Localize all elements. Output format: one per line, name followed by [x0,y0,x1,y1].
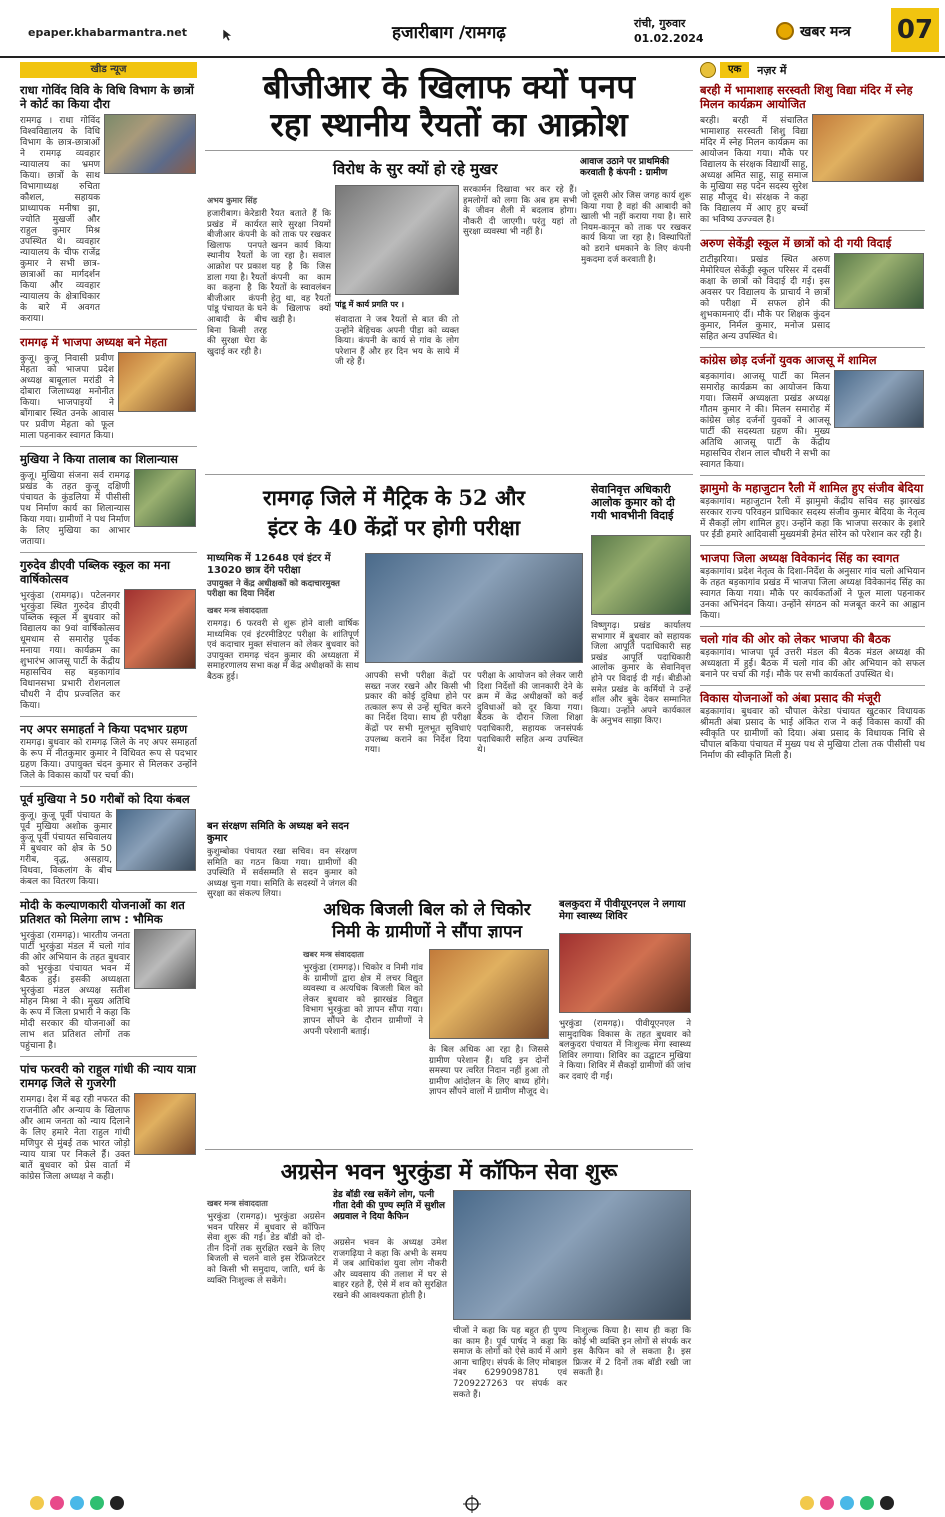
registration-dot [110,1496,124,1510]
article-subheadline: माध्यमिक में 12648 एवं इंटर में 13020 छात्र देंगे परीक्षा [207,553,331,576]
article-subheadline: डेड बॉडी रख सकेंगे लोग, पत्नी गीता देवी की पुण्य स्मृति में सुशील अग्रवाल ने दिया कैफिन [333,1190,445,1222]
lead-headline[interactable]: बीजीआर के खिलाफ क्यों पनप रहा स्थानीय रैयतों का आक्रोश [263,67,635,144]
article-column: चीजों ने कहा कि यह बहुत ही पुण्य का काम है। पूर्व पार्षद ने कहा कि समाज के लोगों को ऐसे कार्य में आगे आना चाहिए। संपर्क के लिए मोबाइल नंबर 6299098781 एवं 7209227263 पर संपर्क कर सकते हैं। [453,1326,567,1400]
page-header [0,0,945,58]
byline: खबर मन्त्र संवाददाता [207,606,268,615]
photo-caption: पांडू में कार्य प्रगति पर । [335,300,404,309]
news-body: बड़कागांव। प्रदेश नेतृत्व के दिशा-निर्देश के अनुसार गांव चलो अभियान के तहत बड़कागांव प्रखंड में भाजपा जिला अध्यक्ष विवेकानंद सिंह का स्वागत किया गया। मौके पर कार्यकर्ताओं ने फूल माला पहनाकर उनका अभिनंदन किया। उन्होंने संगठन को मजबूत करने का आह्वान किया। [700,567,925,621]
news-headline[interactable]: भाजपा जिला अध्यक्ष विवेकानंद सिंह का स्वागत [700,551,900,565]
news-body: कुजू। मुखिया संजना सर्व रामगढ़ प्रखंड के तहत कुजू दक्षिणी पंचायत के कुंडलिया में पीसीसी पथ निर्माण कार्य का शिलान्यास किया गया। ग्रामीणों ने पथ निर्माण के लिए मुखिया का आभार जताया। [20,471,130,547]
news-body: बरही। बरही में संचालित भामाशाह सरस्वती शिशु विद्या मंदिर में स्नेह मिलन कार्यक्रम का आयोजन किया गया। मौके पर विद्यालय के संरक्षक विद्यार्थी साहू, अध्यक्ष अमित साहू, साहू समाज के मुखिया सह पदेन सदस्य सुरेश साह मौजूद थे। संरक्षक ने कहा कि विद्यालय में आए हुए बच्चों का भविष्य उज्ज्वल है। [700,116,808,225]
news-headline[interactable]: पूर्व मुखिया ने 50 गरीबों को दिया कंबल [20,792,190,806]
news-body: भुरकुंडा (रामगढ़)। पटेलनगर भुरकुंडा स्थित गुरुदेव डीएवी पब्लिक स्कूल में बुधवार को विद्यालय का 9वां वार्षिकोत्सव धूमधाम से समारोह पूर्वक मनाया गया। कार्यक्रम का शुभारंभ आजसू पार्टी के केंद्रीय महासचिव सह बड़कागांव विधानसभा प्रभारी रोशनलाल चौधरी ने दीप प्रज्वलित कर किया। [20,591,120,711]
news-body: कुजू। कुजू पूर्वी पंचायत के पूर्व मुखिया अशोक कुमार कुजू पूर्वी पंचायत सचिवालय में बुधवार को क्षेत्र के 50 गरीब, वृद्ध, असहाय, विधवा, विकलांग के बीच कंबल का वितरण किया। [20,811,112,887]
article-column: निःशुल्क किया है। साथ ही कहा कि कोई भी व्यक्ति इन लोगों से संपर्क कर इस कैफिन को ले सकता है। इस फ्रिजर में 2 दिनों तक बॉडी रखी जा सकती है। [573,1326,691,1379]
article-column: रैयत बताते हैं कि सारे सुरक्षा नियमों को ताक पर रखकर खनन कार्य किया जा रहा है। सवाल यह है कि जिस कंपनी का काम रैयतों के स्वावलंबन हेतु था, वह रैयतों के खिलाफ क्यों खड़ी है। [271,209,331,325]
byline: खबर मन्त्र संवाददाता [207,1199,268,1208]
registration-dot [800,1496,814,1510]
article-column: कुशुम्बोका पंचायत रखा सचिव। वन संरक्षण समिति का गठन किया गया। ग्रामीणों की उपस्थिति में सर्वसम्मति से सदन कुमार को अध्यक्ष चुना गया। समिति के सदस्यों ने जंगल की सुरक्षा का संकल्प लिया। [207,847,357,900]
news-body: कुजू। कुजू निवासी प्रवीण मेहता को भाजपा प्रदेश अध्यक्ष बाबूलाल मरांडी ने दोबारा जिलाध्यक्ष मनोनीत किया। भाजपाइयों ने बोंगाबार स्थित उनके आवास पर प्रवीण मेहता को फूल माला पहनाकर स्वागत किया। [20,354,114,441]
news-headline[interactable]: राधा गोविंद विवि के विधि विभाग के छात्रों ने कोर्ट का किया दौरा [20,83,194,111]
news-headline[interactable]: नए अपर समाहर्ता ने किया पदभार ग्रहण [20,722,188,736]
registration-dot [880,1496,894,1510]
news-headline[interactable]: अरुण सेकेंड्री स्कूल में छात्रों को दी गयी विदाई [700,236,892,250]
news-photo [834,370,924,428]
article-column: भुरकुंडा (रामगढ़)। चिकोर व निमी गांव के ग्रामीणों द्वारा क्षेत्र में लचर विद्युत व्यवस्था व अत्यधिक बिजली बिल को लेकर बुधवार को झारखंड विद्युत विभाग भुरकुंडा को ज्ञापन सौंपा गया। ज्ञापन सौंपने के दौरान ग्रामीणों ने अपनी परेशानी बताई। [303,963,423,1037]
article-headline[interactable]: अग्रसेन भवन भुरकुंडा में कॉफिन सेवा शुरू [280,1159,618,1185]
article-column: भुरकुंडा (रामगढ़)। भुरकुंडा अग्रसेन भवन परिसर में बुधवार से कॉफिन सेवा शुरू की गई। डेड बॉडी को दो-तीन दिनों तक सुरक्षित रखने के लिए बिजली से चलने वाले इस रेफ्रिजरेटर को किसी भी समुदाय, जाति, धर्म के व्यक्ति निःशुल्क ले सकेंगे। [207,1212,325,1286]
section-tag [700,62,925,78]
news-body: बड़कागांव। आजसू पार्टी का मिलन समारोह कार्यक्रम का आयोजन किया गया। जिसमें अध्यक्षता प्रखंड अध्यक्ष गौतम कुमार ने की। मिलन समारोह में कांग्रेस छोड़ दर्जनों युवकों ने आजसू पार्टी की सदस्यता ग्रहण की। मुख्य अतिथि आजसू पार्टी के केंद्रीय महासचिव रोशन लाल चौधरी ने सभी का स्वागत किया। [700,372,830,470]
eye-icon [700,62,716,78]
registration-dot [90,1496,104,1510]
section-tag-title: नज़र में [757,63,787,77]
brand-logo-icon [776,22,794,40]
news-body: बड़कागांव। बुधवार को चौपाल केरेडा पंचायत खुटकार विधायक श्रीमती अंबा प्रसाद के भाई अंकित राज ने कई विकास कार्यों की स्वीकृति पर ग्रामीणों को दिया। अंबा प्रसाद के विधायक निधि से चौपाल बकिया पंचायत में मुख्य पथ से मुखिया टोला तक पीसीसी पथ निर्माण की स्वीकृति मिली है। [700,707,925,761]
section-tag: खीड न्यूज [20,62,197,78]
article-subheadline: उपायुक्त ने केंद्र अधीक्षकों को कदाचारमुक्त परीक्षा का दिया निर्देश [207,579,340,599]
news-headline[interactable]: मोदी के कल्याणकारी योजनाओं का शत प्रतिशत को मिलेगा लाभ : भौमिक [20,898,185,926]
page-number: 07 [891,8,939,52]
article-photo [453,1190,691,1320]
news-headline[interactable]: पांच फरवरी को राहुल गांधी की न्याय यात्रा रामगढ़ जिले से गुजरेगी [20,1062,196,1090]
article-photo [559,933,691,1013]
article-subheadline: विरोध के सुर क्यों हो रहे मुखर [333,160,498,178]
article-headline[interactable]: रामगढ़ जिले में मैट्रिक के 52 और इंटर के 40 केंद्रों पर होगी परीक्षा [262,485,526,540]
news-headline[interactable]: चलो गांव की ओर को लेकर भाजपा की बैठक [700,632,891,646]
registration-dot [50,1496,64,1510]
news-photo [116,809,196,871]
news-photo [812,114,924,182]
main-column [205,62,693,1487]
news-photo [124,589,196,669]
brand-name: खबर मन्त्र [800,24,851,40]
mouse-pointer-icon [222,28,234,42]
byline: अभय कुमार सिंह [207,196,257,205]
article-headline[interactable]: बन संरक्षण समिति के अध्यक्ष बने सदन कुमार [207,821,349,844]
article-column: सरकार्मन दिखावा भर कर रहे हैं। हमलोगों को लगा कि अब हम सभी के जीवन शैली में बदलाव होगा। नौकरी दी जाएगी। परंतु यहां तो सुरक्षा व्यवस्था भी नहीं है। [463,185,577,238]
edition-place: हजारीबाग /रामगढ़ [392,23,506,43]
news-body: बड़कागांव। महाजुटान रैली में झामुमो केंद्रीय सचिव सह झारखंड सरकार राज्य परिवहन प्राधिकार सदस्य संजीव कुमार बेदिया के नेतृत्व में सैकड़ों लोग शामिल हुए। उन्होंने कहा कि भाजपा सरकार के इशारे पर ईडी हमारे आदिवासी मुख्यमंत्री हेमंत सोरेन को परेशान कर रही है। [700,497,925,540]
registration-dot [840,1496,854,1510]
byline: खबर मन्त्र संवाददाता [303,950,364,959]
news-body: बड़कागांव। भाजपा पूर्व उत्तरी मंडल की बैठक मंडल अध्यक्ष की अध्यक्षता में हुई। बैठक में चलो गांव की ओर अभियान को सफल बनाने पर चर्चा की गई। मौके पर सभी कार्यकर्ता उपस्थित थे। [700,648,925,680]
news-photo [104,114,196,174]
news-headline[interactable]: बरही में भामाशाह सरस्वती शिशु विद्या मंदिर में स्नेह मिलन कार्यक्रम आयोजित [700,83,913,111]
article-photo [429,949,549,1039]
news-body: भुरकुंडा (रामगढ़)। भारतीय जनता पार्टी भुरकुंडा मंडल में चलो गांव की ओर अभियान के तहत बुधवार को भुरकुंडा पंचायत भवन में बैठक हुई। इसकी अध्यक्षता भुरकुंडा मंडल अध्यक्ष सतीश मोहन मिश्रा ने की। मुख्य अतिथि के रूप में जिला प्रभारी ने कहा कि मोदी सरकार की योजनाओं का लाभ शत प्रतिशत लोगों तक पहुंचाना है। [20,931,130,1051]
news-headline[interactable]: रामगढ़ में भाजपा अध्यक्ष बने मेहता [20,335,167,349]
news-photo [134,469,196,527]
registration-dot [30,1496,44,1510]
article-subheadline: आवाज उठाने पर प्राथमिकी करवाती है कंपनी : ग्रामीण [580,157,670,178]
article-column: आपकी सभी परीक्षा केंद्रों पर सख्त नजर रखने और किसी भी प्रकार की कोई दुविधा होने पर तत्काल रूप से उन्हें सूचित करने का निर्देश दिया। साथ ही परीक्षा केंद्रों पर सभी मूलभूत सुविधाएं उपलब्ध कराने का निर्देश दिया गया। [365,671,471,756]
article-column: भुरकुंडा (रामगढ़)। पीवीयूएनएल ने सामुदायिक विकास के तहत बुधवार को बलकुदरा पंचायत में निःशुल्क मेगा स्वास्थ्य शिविर लगाया। शिविर का उद्घाटन मुखिया ने किया। शिविर में सैकड़ों ग्रामीणों की जांच कर दवाएं दी गईं। [559,1019,691,1082]
news-photo [134,929,196,989]
news-headline[interactable]: गुरुदेव डीएवी पब्लिक स्कूल का मना वार्षिकोत्सव [20,558,171,586]
article-column: हजारीबाग। केरेडारी प्रखंड में कार्यरत बीजीआर कंपनी के खिलाफ पनपते स्थानीय रैयतों के आक्रोश पर प्रकाश डाला गया है। रैयतों का कहना है कि बीजीआर कंपनी पांडू पंचायत के घने आबादी के बीच बिना किसी तरह की सुरक्षा घेरा के खुदाई कर रही है। [207,209,267,357]
news-photo [834,253,924,309]
article-photo [365,553,583,663]
news-body: रामगढ़ । राधा गोविंद विश्वविद्यालय के विधि विभाग के छात्र-छात्राओं ने रामगढ़ व्यवहार न्यायालय का भ्रमण किया। छात्रों के साथ विभागाध्यक्ष रुचिता कौशल, सहायक प्राध्यापक मनीषा झा, ज्योति मुखर्जी और राहुल कुमार मिश्र उपस्थित थे। व्यवहार न्यायालय के चीफ राजेंद्र कुमार ने सभी छात्र-छात्राओं का मार्गदर्शन किया और व्यवहार न्यायालय के क्षेत्राधिकार के बारे में अवगत कराया। [20,116,100,324]
color-registration-dots-right [800,1496,894,1510]
article-photo [335,185,459,295]
right-column [700,62,925,1487]
article-column: परीक्षा के आयोजन को लेकर जारी दिशा निर्देशों की जानकारी देने के क्रम में केंद्र अधीक्षकों को कई दुविधाओं को दूर किया गया। बैठक के दौरान जिला शिक्षा पदाधिकारी, सहायक जनसंपर्क पदाधिकारी सहित अन्य उपस्थित थे। [477,671,583,756]
color-registration-dots-left [30,1496,124,1510]
edition-date: 01.02.2024 [634,32,704,45]
news-headline[interactable]: मुखिया ने किया तालाब का शिलान्यास [20,452,178,466]
news-headline[interactable]: झामुमो के महाजुटान रैली में शामिल हुए संजीव बेदिया [700,481,924,495]
registration-dot [70,1496,84,1510]
article-column: संवादाता ने जब रैयतों से बात की तो उन्होंने बेहिचक अपनी पीड़ा को व्यक्त किया। कंपनी के कार्य से गांव के लोग परेशान हैं और हर दिन भय के साये में जी रहे हैं। [335,315,459,368]
article-headline[interactable]: अधिक बिजली बिल को ले चिकोर निमी के ग्रामीणों ने सौंपा ज्ञापन [323,900,531,942]
article-headline[interactable]: बलकुदरा में पीवीयूएनएल ने लगाया मेगा स्वास्थ्य शिविर [559,899,686,922]
article-column: अग्रसेन भवन के अध्यक्ष उमेश राजगढ़िया ने कहा कि अभी के समय में जब आधिकांश युवा लोग नौकरी और व्यवसाय की तलाश में घर से बाहर रहते हैं, ऐसे में शव को सुरक्षित रखने की आवश्यकता होती है। [333,1238,447,1301]
section-tag-label: एक [720,62,749,78]
page-footer [0,1492,945,1517]
article-photo [591,535,691,615]
article-headline[interactable]: सेवानिवृत्त अधिकारी आलोक कुमार को दी गयी भावभीनी विदाई [591,483,675,522]
news-body: रामगढ़। देश में बढ़ रही नफरत की राजनीति और अन्याय के खिलाफ और आम जनता को न्याय दिलाने के लिए हमारे नेता राहुल गांधी मणिपुर से मुंबई तक भारत जोड़ो न्याय यात्रा पर निकले हैं। उक्त बातें बुधवार को प्रेस वार्ता में कांग्रेस जिला अध्यक्ष ने कही। [20,1095,130,1182]
article-column: विष्णुगढ़। प्रखंड कार्यालय सभागार में बुधवार को सहायक जिला आपूर्ति पदाधिकारी सह प्रखंड आपूर्ति पदाधिकारी आलोक कुमार के सेवानिवृत्त होने पर विदाई दी गई। बीडीओ समेत प्रखंड के कर्मियों ने उन्हें शॉल और बुके देकर सम्मानित किया। उन्होंने अपने कार्यकाल के अनुभव साझा किए। [591,621,691,727]
article-column: जो दूसरी ओर जिस जगह कार्य शुरू किया गया है वहां की आबादी को खाली भी नहीं कराया गया है। सारे नियम-कानून को ताक पर रखकर कार्य किया जा रहा है। विस्थापितों को डराने धमकाने के लिए कंपनी मुकदमा दर्ज करवाती है। [581,191,691,265]
site-url[interactable]: epaper.khabarmantra.net [28,26,187,39]
article-column: रामगढ़। 6 फरवरी से शुरू होने वाली वार्षिक माध्यमिक एवं इंटरमीडिएट परीक्षा के शांतिपूर्ण एवं कदाचार मुक्त संचालन को लेकर बुधवार को उपायुक्त रामगढ़ चंदन कुमार की अध्यक्षता में समाहरणालय सभा कक्ष में केंद्र अधीक्षकों के साथ बैठक हुई। [207,619,359,682]
news-photo [118,352,196,412]
edition-city-day: रांची, गुरुवार [634,17,686,30]
article-column: के बिल अधिक आ रहा है। जिससे ग्रामीण परेशान हैं। यदि इन दोनों समस्या पर त्वरित निदान नहीं हुआ तो ग्रामीण आंदोलन के लिए बाध्य होंगे। ज्ञापन सौंपने वालों में ग्रामीण मौजूद थे। [429,1045,549,1098]
news-body: टाटीझरिया। प्रखंड स्थित अरुण मेमोरियल सेकेंड्री स्कूल परिसर में दसवीं कक्षा के छात्रों को विदाई दी गई। इस अवसर पर विद्यालय के प्राचार्य ने छात्रों को परीक्षा में सफल होने की शुभकामनाएं दीं। मौके पर शिक्षक कुंदन कुमार, निर्मल कुमार, मनोज प्रसाद सहित अन्य उपस्थित थे। [700,255,830,342]
crosshair-icon [463,1495,481,1513]
news-body: रामगढ़। बुधवार को रामगढ़ जिले के नए अपर समाहर्ता के रूप में नीतकुमार कुमार ने विधिवत रूप से पदभार ग्रहण किया। उपायुक्त चंदन कुमार से मिलकर उन्होंने जिले के विकास कार्यों पर चर्चा की। [20,738,197,781]
news-headline[interactable]: विकास योजनाओं को अंबा प्रसाद की मंजूरी [700,691,881,705]
registration-dot [820,1496,834,1510]
news-photo [134,1093,196,1155]
registration-dot [860,1496,874,1510]
news-headline[interactable]: कांग्रेस छोड़ दर्जनों युवक आजसू में शामिल [700,353,877,367]
left-column [20,62,197,1487]
